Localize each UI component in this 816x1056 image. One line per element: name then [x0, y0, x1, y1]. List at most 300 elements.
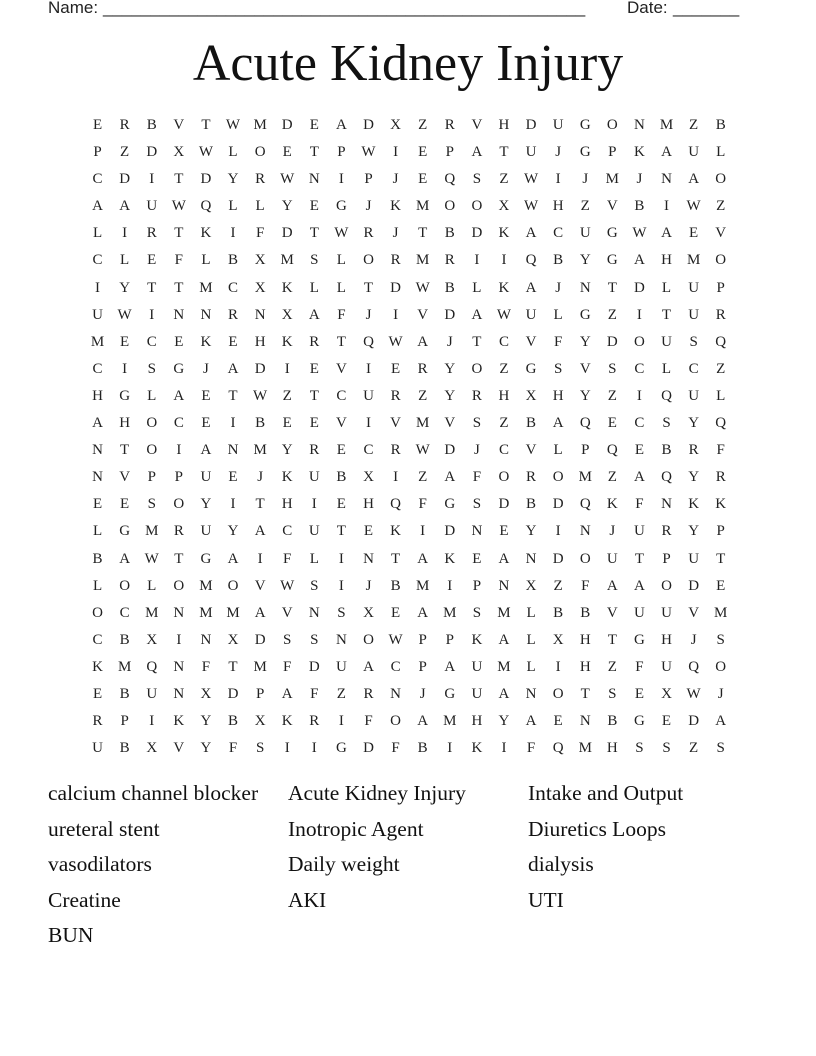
grid-letter[interactable]: P [147, 469, 156, 486]
grid-letter[interactable]: E [309, 360, 319, 377]
grid-letter[interactable]: O [363, 252, 374, 269]
grid-letter[interactable]: R [390, 387, 401, 404]
grid-letter[interactable]: Q [606, 442, 618, 459]
grid-letter[interactable]: D [363, 117, 374, 133]
grid-letter[interactable]: B [119, 740, 130, 757]
grid-letter[interactable]: I [555, 523, 561, 540]
grid-letter[interactable]: J [473, 442, 480, 459]
grid-letter[interactable]: X [363, 469, 374, 486]
grid-letter[interactable]: X [173, 144, 185, 161]
grid-letter[interactable]: B [715, 117, 726, 133]
grid-letter[interactable]: B [92, 550, 103, 567]
grid-letter[interactable]: S [472, 415, 482, 432]
grid-letter[interactable]: N [200, 631, 212, 648]
grid-letter[interactable]: G [634, 631, 645, 648]
grid-letter[interactable]: F [581, 577, 590, 594]
grid-letter[interactable]: U [688, 279, 700, 296]
date-field[interactable]: _______ [673, 0, 740, 17]
grid-letter[interactable]: O [715, 658, 727, 675]
grid-letter[interactable]: F [635, 658, 644, 675]
grid-letter[interactable]: Z [336, 685, 346, 702]
grid-letter[interactable]: X [498, 198, 510, 215]
grid-letter[interactable]: I [230, 496, 236, 513]
grid-letter[interactable]: D [308, 658, 320, 675]
grid-letter[interactable]: I [338, 550, 344, 567]
grid-letter[interactable]: A [552, 415, 564, 432]
grid-letter[interactable]: E [228, 469, 238, 486]
grid-letter[interactable]: N [661, 496, 672, 513]
grid-letter[interactable]: S [255, 740, 265, 757]
grid-letter[interactable]: O [146, 415, 158, 432]
grid-letter[interactable]: C [228, 279, 239, 296]
grid-letter[interactable]: A [417, 604, 429, 621]
grid-letter[interactable]: T [309, 225, 319, 242]
grid-letter[interactable]: W [686, 685, 701, 702]
grid-letter[interactable]: B [553, 604, 564, 621]
grid-letter[interactable]: N [308, 604, 320, 621]
grid-letter[interactable]: U [525, 306, 537, 323]
grid-letter[interactable]: D [254, 631, 266, 648]
grid-letter[interactable]: A [92, 415, 103, 432]
grid-letter[interactable]: C [390, 658, 401, 675]
grid-letter[interactable]: N [173, 658, 185, 675]
grid-letter[interactable]: H [661, 252, 672, 269]
grid-letter[interactable]: I [122, 360, 128, 377]
grid-letter[interactable]: T [363, 279, 374, 296]
grid-letter[interactable]: G [525, 360, 537, 377]
grid-letter[interactable]: G [579, 117, 591, 133]
grid-letter[interactable]: K [471, 740, 483, 757]
grid-letter[interactable]: C [119, 604, 130, 621]
grid-letter[interactable]: Q [146, 658, 158, 675]
grid-letter[interactable]: R [688, 442, 699, 459]
grid-letter[interactable]: S [337, 604, 346, 621]
grid-letter[interactable]: A [173, 387, 185, 404]
grid-letter[interactable]: H [552, 198, 564, 215]
grid-letter[interactable]: T [336, 523, 346, 540]
grid-letter[interactable]: I [393, 144, 399, 161]
grid-letter[interactable]: L [553, 306, 563, 323]
grid-letter[interactable]: L [228, 198, 238, 215]
grid-letter[interactable]: C [146, 333, 157, 350]
grid-letter[interactable]: I [311, 496, 317, 513]
grid-letter[interactable]: T [201, 117, 211, 133]
grid-letter[interactable]: T [147, 279, 157, 296]
grid-letter[interactable]: P [337, 144, 346, 161]
grid-letter[interactable]: I [149, 713, 155, 730]
grid-letter[interactable]: E [336, 496, 346, 513]
grid-letter[interactable]: L [309, 550, 319, 567]
grid-letter[interactable]: N [363, 550, 374, 567]
grid-letter[interactable]: K [281, 333, 293, 350]
grid-letter[interactable]: T [174, 279, 184, 296]
grid-letter[interactable]: I [122, 225, 128, 242]
grid-letter[interactable]: W [686, 198, 701, 215]
grid-letter[interactable]: R [715, 306, 726, 323]
grid-letter[interactable]: B [444, 279, 455, 296]
grid-letter[interactable]: S [310, 252, 319, 269]
grid-letter[interactable]: Z [716, 360, 726, 377]
grid-letter[interactable]: J [555, 279, 562, 296]
grid-letter[interactable]: A [227, 360, 239, 377]
grid-letter[interactable]: E [147, 252, 157, 269]
grid-letter[interactable]: P [120, 713, 129, 730]
grid-letter[interactable]: E [418, 171, 428, 188]
grid-letter[interactable]: W [523, 198, 539, 215]
grid-letter[interactable]: U [579, 225, 591, 242]
grid-letter[interactable]: U [688, 550, 700, 567]
grid-letter[interactable]: O [173, 496, 185, 513]
grid-letter[interactable]: X [200, 685, 212, 702]
grid-letter[interactable]: L [201, 252, 211, 269]
grid-letter[interactable]: E [689, 225, 699, 242]
grid-letter[interactable]: B [228, 252, 239, 269]
grid-letter[interactable]: Z [607, 658, 617, 675]
grid-letter[interactable]: Y [281, 198, 293, 215]
grid-letter[interactable]: R [309, 442, 320, 459]
grid-letter[interactable]: L [553, 442, 563, 459]
grid-letter[interactable]: K [634, 144, 645, 161]
grid-letter[interactable]: M [253, 658, 267, 675]
grid-letter[interactable]: Z [120, 144, 130, 161]
grid-letter[interactable]: L [120, 252, 130, 269]
grid-letter[interactable]: S [310, 631, 319, 648]
grid-letter[interactable]: A [634, 577, 645, 594]
grid-letter[interactable]: D [227, 685, 239, 702]
grid-letter[interactable]: G [119, 387, 131, 404]
grid-letter[interactable]: U [552, 117, 564, 133]
grid-letter[interactable]: B [607, 713, 618, 730]
grid-letter[interactable]: N [498, 577, 510, 594]
grid-letter[interactable]: N [227, 442, 239, 459]
grid-letter[interactable]: L [336, 279, 346, 296]
grid-letter[interactable]: T [309, 144, 319, 161]
grid-letter[interactable]: M [226, 604, 240, 621]
grid-letter[interactable]: B [417, 740, 428, 757]
grid-letter[interactable]: T [228, 658, 238, 675]
grid-letter[interactable]: O [661, 577, 672, 594]
grid-letter[interactable]: S [147, 496, 156, 513]
grid-letter[interactable]: I [636, 387, 642, 404]
grid-letter[interactable]: S [283, 631, 292, 648]
grid-letter[interactable]: J [690, 631, 697, 648]
grid-letter[interactable]: E [553, 713, 563, 730]
grid-letter[interactable]: Y [579, 333, 591, 350]
grid-letter[interactable]: A [227, 550, 239, 567]
grid-letter[interactable]: Y [688, 523, 700, 540]
grid-letter[interactable]: A [634, 469, 645, 486]
grid-letter[interactable]: N [661, 171, 672, 188]
grid-letter[interactable]: K [444, 550, 456, 567]
grid-letter[interactable]: L [472, 279, 482, 296]
grid-letter[interactable]: G [335, 740, 347, 757]
grid-letter[interactable]: X [390, 117, 401, 133]
grid-letter[interactable]: M [443, 713, 457, 730]
grid-letter[interactable]: B [526, 496, 537, 513]
grid-letter[interactable]: G [173, 360, 185, 377]
grid-letter[interactable]: S [472, 171, 482, 188]
grid-letter[interactable]: Q [661, 469, 672, 486]
grid-letter[interactable]: W [280, 577, 295, 594]
grid-letter[interactable]: Z [607, 387, 617, 404]
grid-letter[interactable]: A [92, 198, 103, 215]
grid-letter[interactable]: P [662, 550, 671, 567]
grid-letter[interactable]: B [634, 198, 645, 215]
grid-letter[interactable]: O [634, 333, 645, 350]
grid-letter[interactable]: I [393, 469, 399, 486]
grid-letter[interactable]: K [173, 713, 185, 730]
grid-letter[interactable]: B [228, 713, 239, 730]
grid-letter[interactable]: E [716, 577, 726, 594]
grid-letter[interactable]: Z [418, 469, 428, 486]
grid-letter[interactable]: A [119, 550, 131, 567]
grid-letter[interactable]: D [119, 171, 131, 188]
grid-letter[interactable]: R [363, 685, 374, 702]
grid-letter[interactable]: E [309, 117, 319, 133]
grid-letter[interactable]: G [606, 225, 618, 242]
grid-letter[interactable]: R [119, 117, 130, 133]
grid-letter[interactable]: E [92, 496, 103, 513]
grid-letter[interactable]: M [253, 117, 267, 133]
grid-letter[interactable]: N [173, 685, 185, 702]
grid-letter[interactable]: O [363, 631, 374, 648]
grid-letter[interactable]: Q [715, 415, 727, 432]
grid-letter[interactable]: U [363, 387, 374, 404]
grid-letter[interactable]: I [420, 523, 426, 540]
grid-letter[interactable]: S [662, 740, 671, 757]
grid-letter[interactable]: J [636, 171, 643, 188]
grid-letter[interactable]: E [390, 360, 401, 377]
grid-letter[interactable]: V [390, 415, 401, 432]
grid-letter[interactable]: R [417, 360, 428, 377]
grid-letter[interactable]: Z [553, 577, 563, 594]
grid-letter[interactable]: T [336, 333, 346, 350]
grid-letter[interactable]: T [661, 306, 672, 323]
grid-letter[interactable]: Y [444, 360, 456, 377]
grid-letter[interactable]: O [146, 442, 158, 459]
grid-letter[interactable]: B [255, 415, 266, 432]
grid-letter[interactable]: V [254, 577, 266, 594]
grid-letter[interactable]: I [149, 306, 155, 323]
grid-letter[interactable]: B [119, 685, 130, 702]
grid-letter[interactable]: N [308, 171, 320, 188]
grid-letter[interactable]: M [199, 604, 213, 621]
grid-letter[interactable]: V [606, 604, 618, 621]
grid-letter[interactable]: S [662, 415, 671, 432]
grid-letter[interactable]: O [92, 604, 103, 621]
grid-letter[interactable]: M [497, 658, 511, 675]
grid-letter[interactable]: K [498, 225, 510, 242]
grid-letter[interactable]: U [146, 685, 158, 702]
grid-letter[interactable]: N [525, 685, 537, 702]
grid-letter[interactable]: I [338, 577, 344, 594]
grid-letter[interactable]: I [393, 306, 399, 323]
grid-letter[interactable]: E [120, 496, 130, 513]
grid-letter[interactable]: C [92, 171, 103, 188]
grid-letter[interactable]: I [501, 252, 507, 269]
grid-letter[interactable]: O [579, 550, 591, 567]
grid-letter[interactable]: A [715, 713, 727, 730]
grid-letter[interactable]: K [281, 279, 293, 296]
grid-letter[interactable]: L [228, 144, 238, 161]
grid-letter[interactable]: Q [363, 333, 374, 350]
grid-letter[interactable]: H [92, 387, 103, 404]
grid-letter[interactable]: V [173, 117, 185, 133]
grid-letter[interactable]: W [523, 171, 539, 188]
grid-letter[interactable]: U [146, 198, 158, 215]
grid-letter[interactable]: Z [418, 117, 428, 133]
grid-letter[interactable]: T [607, 279, 617, 296]
grid-letter[interactable]: P [364, 171, 373, 188]
grid-letter[interactable]: W [361, 144, 376, 161]
grid-letter[interactable]: E [282, 415, 292, 432]
grid-letter[interactable]: Q [552, 740, 564, 757]
grid-letter[interactable]: A [444, 469, 456, 486]
grid-letter[interactable]: A [254, 523, 266, 540]
grid-letter[interactable]: I [311, 740, 317, 757]
grid-letter[interactable]: Z [499, 415, 509, 432]
grid-letter[interactable]: M [416, 415, 430, 432]
grid-letter[interactable]: S [716, 740, 725, 757]
grid-letter[interactable]: U [661, 604, 672, 621]
grid-letter[interactable]: M [145, 523, 159, 540]
grid-letter[interactable]: Y [200, 740, 212, 757]
grid-letter[interactable]: N [525, 550, 537, 567]
grid-letter[interactable]: V [525, 442, 537, 459]
grid-letter[interactable]: M [497, 604, 511, 621]
grid-letter[interactable]: R [309, 713, 320, 730]
grid-letter[interactable]: B [390, 577, 401, 594]
grid-letter[interactable]: E [499, 523, 509, 540]
grid-letter[interactable]: K [715, 496, 727, 513]
grid-letter[interactable]: N [173, 604, 185, 621]
grid-letter[interactable]: Q [579, 415, 591, 432]
grid-letter[interactable]: M [578, 740, 592, 757]
grid-letter[interactable]: E [201, 387, 211, 404]
grid-letter[interactable]: F [283, 658, 292, 675]
grid-letter[interactable]: N [335, 631, 347, 648]
grid-letter[interactable]: K [471, 631, 483, 648]
grid-letter[interactable]: L [336, 252, 346, 269]
grid-letter[interactable]: V [471, 117, 483, 133]
grid-letter[interactable]: B [119, 631, 130, 648]
grid-letter[interactable]: G [579, 306, 591, 323]
grid-letter[interactable]: P [472, 577, 482, 594]
grid-letter[interactable]: K [498, 279, 510, 296]
grid-letter[interactable]: A [498, 685, 510, 702]
grid-letter[interactable]: O [173, 577, 185, 594]
grid-letter[interactable]: V [119, 469, 131, 486]
grid-letter[interactable]: Z [607, 469, 617, 486]
grid-letter[interactable]: P [93, 144, 102, 161]
grid-letter[interactable]: X [525, 577, 537, 594]
grid-letter[interactable]: C [173, 415, 184, 432]
grid-letter[interactable]: H [471, 713, 483, 730]
grid-letter[interactable]: P [445, 631, 454, 648]
grid-letter[interactable]: J [365, 577, 372, 594]
grid-letter[interactable]: E [363, 523, 374, 540]
grid-letter[interactable]: S [147, 360, 156, 377]
grid-letter[interactable]: D [281, 225, 293, 242]
grid-letter[interactable]: F [337, 306, 346, 323]
grid-letter[interactable]: E [472, 550, 482, 567]
grid-letter[interactable]: U [471, 658, 483, 675]
grid-letter[interactable]: Q [661, 387, 672, 404]
grid-letter[interactable]: U [688, 144, 700, 161]
grid-letter[interactable]: N [173, 306, 185, 323]
grid-letter[interactable]: V [335, 415, 347, 432]
grid-letter[interactable]: O [471, 198, 483, 215]
grid-letter[interactable]: A [363, 658, 374, 675]
grid-letter[interactable]: I [176, 442, 182, 459]
grid-letter[interactable]: O [444, 198, 456, 215]
grid-letter[interactable]: L [255, 198, 265, 215]
grid-letter[interactable]: A [417, 333, 429, 350]
grid-letter[interactable]: G [335, 198, 347, 215]
grid-letter[interactable]: I [176, 631, 182, 648]
grid-letter[interactable]: A [308, 306, 320, 323]
grid-letter[interactable]: Y [688, 469, 700, 486]
grid-letter[interactable]: A [661, 225, 672, 242]
grid-letter[interactable]: W [388, 631, 403, 648]
grid-letter[interactable]: I [284, 740, 290, 757]
grid-letter[interactable]: M [90, 333, 105, 350]
grid-letter[interactable]: M [416, 577, 430, 594]
grid-letter[interactable]: F [364, 713, 373, 730]
grid-letter[interactable]: J [717, 685, 724, 702]
grid-letter[interactable]: X [254, 279, 266, 296]
grid-letter[interactable]: U [92, 306, 103, 323]
grid-letter[interactable]: Q [390, 496, 401, 513]
grid-letter[interactable]: C [498, 442, 509, 459]
grid-letter[interactable]: E [174, 333, 184, 350]
grid-letter[interactable]: N [92, 469, 103, 486]
grid-letter[interactable]: H [281, 496, 293, 513]
grid-letter[interactable]: O [715, 252, 727, 269]
grid-letter[interactable]: K [200, 333, 212, 350]
grid-letter[interactable]: V [335, 360, 347, 377]
grid-letter[interactable]: E [309, 415, 319, 432]
grid-letter[interactable]: W [334, 225, 349, 242]
grid-letter[interactable]: O [498, 469, 510, 486]
grid-letter[interactable]: R [661, 523, 672, 540]
grid-letter[interactable]: F [553, 333, 563, 350]
grid-letter[interactable]: V [606, 198, 618, 215]
grid-letter[interactable]: G [606, 252, 618, 269]
grid-letter[interactable]: X [254, 713, 266, 730]
grid-letter[interactable]: A [471, 144, 483, 161]
grid-letter[interactable]: J [257, 469, 264, 486]
grid-letter[interactable]: D [200, 171, 212, 188]
grid-letter[interactable]: C [336, 387, 347, 404]
grid-letter[interactable]: E [634, 685, 644, 702]
grid-letter[interactable]: T [499, 144, 509, 161]
grid-letter[interactable]: Q [715, 333, 727, 350]
grid-letter[interactable]: N [471, 523, 483, 540]
grid-letter[interactable]: Z [499, 360, 509, 377]
grid-letter[interactable]: K [606, 496, 618, 513]
grid-letter[interactable]: I [474, 252, 480, 269]
grid-letter[interactable]: A [688, 171, 700, 188]
grid-letter[interactable]: U [200, 523, 212, 540]
grid-letter[interactable]: T [174, 550, 184, 567]
grid-letter[interactable]: F [174, 252, 183, 269]
grid-letter[interactable]: L [147, 577, 157, 594]
grid-letter[interactable]: T [174, 225, 184, 242]
grid-letter[interactable]: X [254, 252, 266, 269]
grid-letter[interactable]: N [390, 685, 401, 702]
grid-letter[interactable]: L [526, 604, 536, 621]
